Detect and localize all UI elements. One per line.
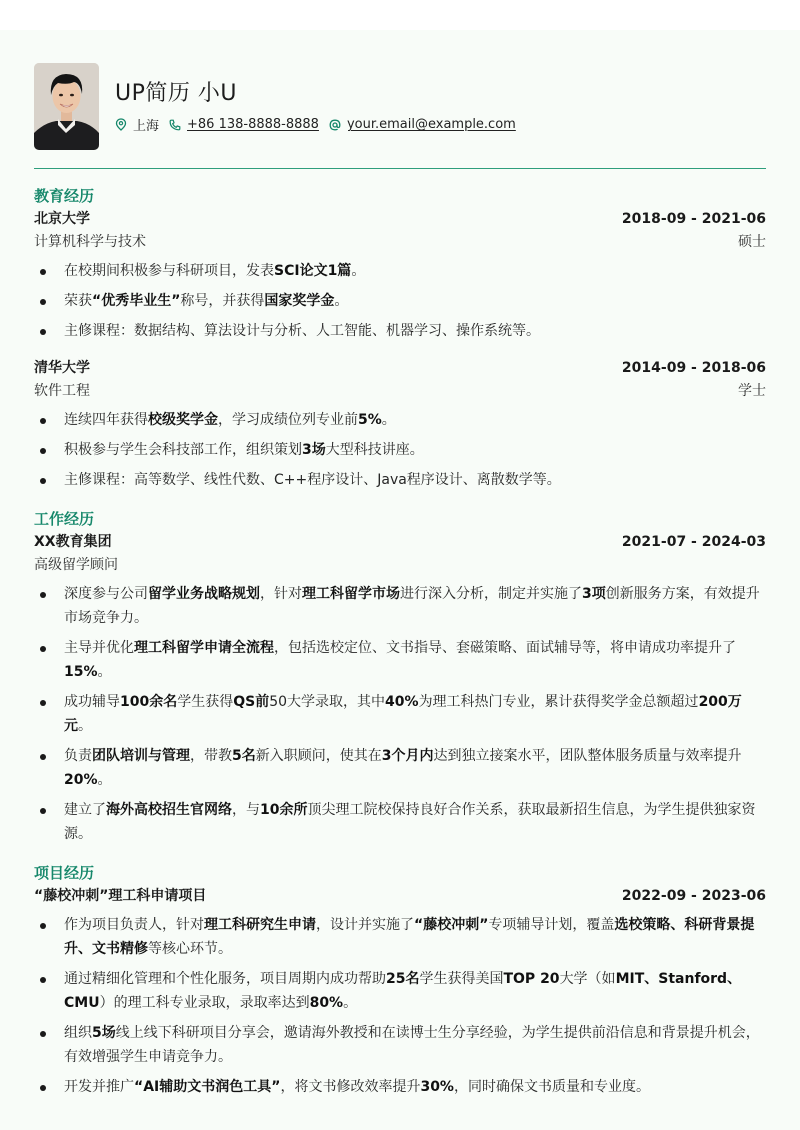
bullet-list [34,259,766,343]
bullet-list [34,408,766,492]
date-range: 2014-09 - 2018-06 [621,360,766,376]
projects-section-title: 项目经历 [34,864,95,882]
work-entry-header [34,531,766,554]
resume-header [34,63,766,150]
degree-name: 学士 [738,383,766,399]
work-entry [34,531,766,846]
email-item[interactable] [329,117,516,132]
education-entry-sub [34,231,766,254]
work-entry-sub [34,554,766,577]
bullet-item: 通过精细化管理和个性化服务，项目周期内成功帮助25名学生获得美国TOP 20大学（如MIT、Stanford、CMU）的理工科专业录取，录取率达到80%。 [34,967,766,1015]
location-text: 上海 [133,119,160,134]
phone-link[interactable]: +86 138-8888-8888 [187,117,319,132]
bullet-list [34,913,766,1099]
phone-item[interactable] [169,117,319,132]
education-entry [34,357,766,492]
degree-name: 硕士 [738,234,766,250]
education-entry-header [34,208,766,231]
date-range: 2021-07 - 2024-03 [621,534,766,550]
date-range: 2018-09 - 2021-06 [621,211,766,227]
bullet-item: 建立了海外高校招生官网络，与10余所顶尖理工院校保持良好合作关系，获取最新招生信息，为学生提供独家资源。 [34,798,766,846]
bullet-item: 开发并推广“AI辅助文书润色工具”，将文书修改效率提升30%，同时确保文书质量和专业度。 [34,1075,766,1099]
work-section-title: 工作经历 [34,510,95,528]
candidate-name: UP简历 小U [115,81,237,106]
at-sign-icon [329,119,341,131]
bullet-item: 负责团队培训与管理，带教5名新入职顾问，使其在3个月内达到独立接案水平，团队整体服务质量与效率提升20%。 [34,744,766,792]
resume-page [0,30,800,1130]
bullet-list [34,582,766,846]
bullet-item: 作为项目负责人，针对理工科研究生申请，设计并实施了“藤校冲刺”专项辅导计划，覆盖选校策略、科研背景提升、文书精修等核心环节。 [34,913,766,961]
email-link[interactable]: your.email@example.com [346,117,516,132]
school-name: 北京大学 [34,211,90,227]
major-name: 软件工程 [34,383,90,399]
education-section-title: 教育经历 [34,187,95,205]
education-entry-sub [34,380,766,403]
project-entry-header [34,885,766,908]
header-info [115,63,526,134]
company-name: XX教育集团 [34,534,112,550]
project-entry [34,885,766,1099]
job-role: 高级留学顾问 [34,557,118,573]
bullet-item: 主导并优化理工科留学申请全流程，包括选校定位、文书指导、套磁策略、面试辅导等，将申请成功率提升了15%。 [34,636,766,684]
bullet-item: 连续四年获得校级奖学金，学习成绩位列专业前5%。 [34,408,766,432]
education-entry-header [34,357,766,380]
bullet-item: 主修课程：数据结构、算法设计与分析、人工智能、机器学习、操作系统等。 [34,319,766,343]
major-name: 计算机科学与技术 [34,234,146,250]
bullet-item: 深度参与公司留学业务战略规划，针对理工科留学市场进行深入分析，制定并实施了3项创新服务方案，有效提升市场竞争力。 [34,582,766,630]
location-pin-icon [115,118,127,131]
bullet-item: 积极参与学生会科技部工作，组织策划3场大型科技讲座。 [34,438,766,462]
top-band [0,0,800,30]
contact-row [115,115,526,134]
date-range: 2022-09 - 2023-06 [621,888,766,904]
bullet-item: 组织5场线上线下科研项目分享会，邀请海外教授和在读博士生分享经验，为学生提供前沿信息和背景提升机会，有效增强学生申请竞争力。 [34,1021,766,1069]
school-name: 清华大学 [34,360,90,376]
bullet-item: 主修课程：高等数学、线性代数、C++程序设计、Java程序设计、离散数学等。 [34,468,766,492]
bullet-item: 荣获“优秀毕业生”称号，并获得国家奖学金。 [34,289,766,313]
project-name: “藤校冲刺”理工科申请项目 [34,888,207,904]
bullet-item: 成功辅导100余名学生获得QS前50大学录取，其中40%为理工科热门专业，累计获得奖学金总额超过200万元。 [34,690,766,738]
avatar-portrait-icon [34,63,99,150]
location-item [115,115,159,134]
profile-photo [34,63,99,150]
phone-icon [169,119,181,131]
header-divider [34,168,766,169]
education-entry [34,208,766,343]
bullet-item: 在校期间积极参与科研项目，发表SCI论文1篇。 [34,259,766,283]
